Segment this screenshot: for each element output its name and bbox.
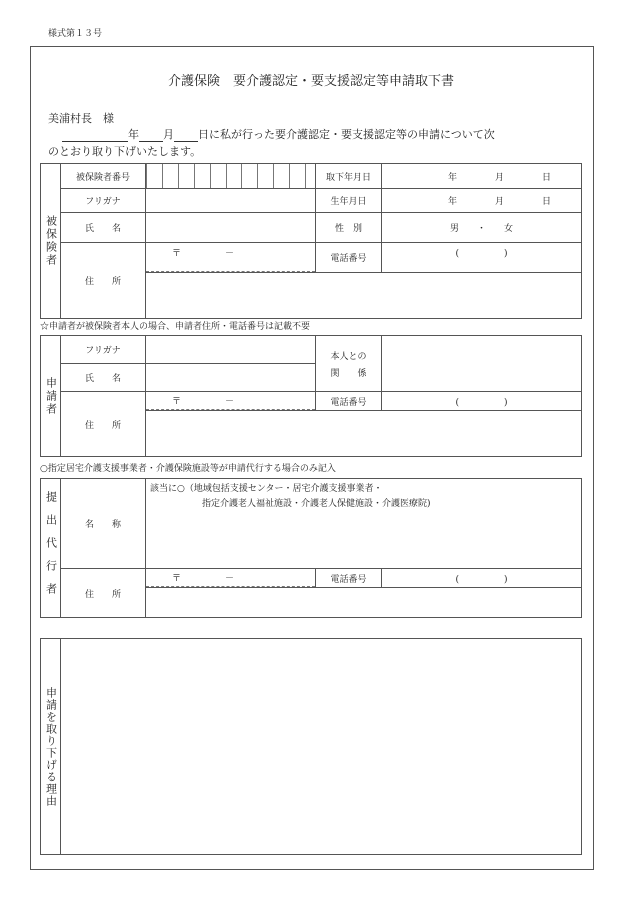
applicant-name-label: 氏 名: [61, 364, 146, 392]
insured-section-label: 被保険者: [44, 215, 58, 267]
insured-address-field[interactable]: [146, 273, 582, 319]
page-title: 介護保険 要介護認定・要支援認定等申請取下書: [167, 74, 454, 89]
insured-address-label: 住 所: [61, 243, 146, 319]
reason-section-label: 申請を取り下げる理由: [44, 686, 58, 807]
insured-phone-field[interactable]: ( ): [382, 243, 582, 273]
year-blank[interactable]: [62, 130, 128, 142]
agent-table: [40, 478, 582, 618]
insured-section: [41, 164, 61, 319]
withdraw-date-label: 取下年月日: [316, 164, 382, 189]
form-number: 様式第１３号: [48, 29, 103, 39]
withdraw-year: 年: [447, 172, 457, 183]
applicant-name-field[interactable]: [146, 364, 316, 392]
intro-line-2: のとおり取り下げいたします。: [48, 145, 202, 158]
applicant-phone-label: 電話番号: [316, 392, 382, 411]
agent-applicable-line-2: 指定介護老人福祉施設・介護老人保健施設・介護医療院): [202, 499, 431, 509]
applicant-section-label: 申請者: [44, 376, 58, 416]
insured-name-label: 氏 名: [61, 213, 146, 243]
applicant-address-field[interactable]: [146, 411, 582, 457]
postal-mark: 〒: [172, 249, 182, 259]
agent-postal-field[interactable]: [146, 569, 316, 588]
birth-date-field[interactable]: [382, 189, 582, 213]
agent-phone-field[interactable]: ( ): [382, 569, 582, 588]
reason-table: [40, 638, 582, 855]
applicant-furigana-field[interactable]: [146, 336, 316, 364]
insured-name-field[interactable]: [146, 213, 316, 243]
year-label: 年: [128, 128, 139, 141]
agent-section-label: 提出代行者: [44, 490, 58, 606]
applicant-note: ☆申請者が被保険者本人の場合、申請者住所・電話番号は記載不要: [40, 322, 311, 332]
applicant-section: [41, 336, 61, 457]
applicant-postal-dash: －: [225, 397, 235, 407]
insured-table: [40, 163, 582, 319]
agent-note: ○指定居宅介護支援事業者・介護保険施設等が申請代行する場合のみ記入: [40, 464, 336, 474]
insured-furigana-field[interactable]: [146, 189, 316, 213]
agent-postal-dash: －: [225, 574, 235, 584]
agent-name-label: 名 称: [61, 479, 146, 569]
birth-date-label: 生年月日: [316, 189, 382, 213]
agent-section: [41, 479, 61, 618]
applicant-postal-field[interactable]: [146, 392, 316, 411]
applicant-table: [40, 335, 582, 457]
relation-label-2: 関 係: [330, 368, 367, 379]
reason-section: [41, 639, 61, 855]
postal-dash: －: [225, 249, 235, 259]
relation-label-1: 本人との: [330, 351, 367, 362]
day-blank[interactable]: [174, 130, 198, 142]
withdraw-day: 日: [541, 172, 551, 183]
agent-name-field[interactable]: [146, 479, 582, 569]
agent-postal-mark: 〒: [172, 574, 182, 584]
relation-label: [316, 336, 382, 392]
agent-phone-label: 電話番号: [316, 569, 382, 588]
sex-options[interactable]: 男 ・ 女: [382, 213, 582, 243]
agent-address-label: 住 所: [61, 569, 146, 618]
sex-label: 性 別: [316, 213, 382, 243]
birth-month: 月: [494, 197, 504, 207]
month-blank[interactable]: [139, 130, 163, 142]
insured-postal-field[interactable]: [146, 243, 316, 273]
intro-line-1: [48, 126, 495, 142]
agent-applicable-line-1: 該当に○（地域包括支援センター・居宅介護支援事業者・: [150, 484, 383, 494]
insured-number-cells[interactable]: [146, 164, 316, 189]
applicant-furigana-label: フリガナ: [61, 336, 146, 364]
applicant-postal-mark: 〒: [172, 397, 182, 407]
birth-year: 年: [447, 197, 457, 207]
addressee: 美浦村長 様: [48, 112, 114, 125]
insured-phone-label: 電話番号: [316, 243, 382, 273]
month-label: 月: [163, 128, 174, 141]
withdraw-date-field[interactable]: [382, 164, 582, 189]
birth-day: 日: [541, 197, 551, 207]
insured-furigana-label: フリガナ: [61, 189, 146, 213]
withdraw-month: 月: [494, 172, 504, 183]
intro-text: 日に私が行った要介護認定・要支援認定等の申請について次: [198, 128, 495, 141]
relation-field[interactable]: [382, 336, 582, 392]
agent-address-field[interactable]: [146, 588, 582, 618]
insured-number-label: 被保険者番号: [61, 164, 146, 189]
reason-field[interactable]: [61, 639, 582, 855]
applicant-address-label: 住 所: [61, 392, 146, 457]
applicant-phone-field[interactable]: ( ): [382, 392, 582, 411]
